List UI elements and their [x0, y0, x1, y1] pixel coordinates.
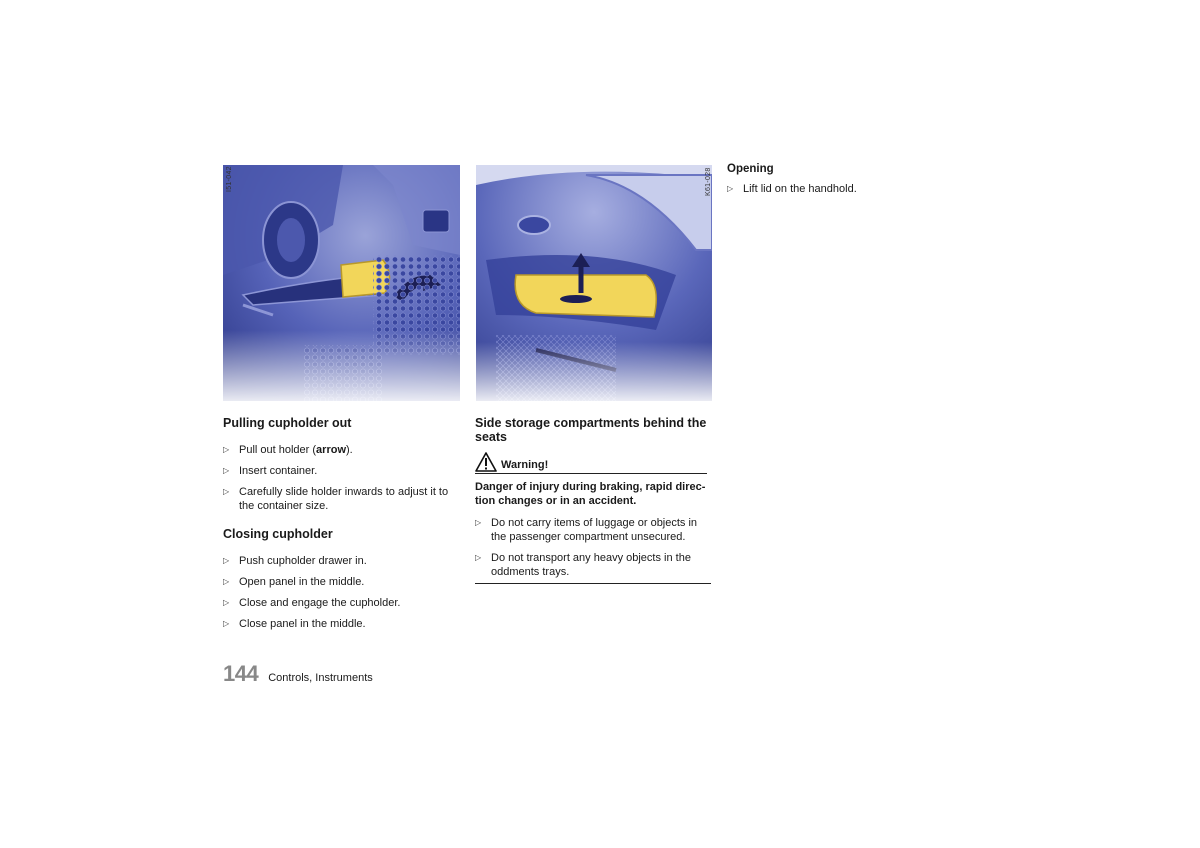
steps-side-storage	[475, 516, 712, 579]
list-item: ▷ Carefully slide holder inwards to adjust it to the container size.	[223, 486, 449, 512]
heading-closing-cupholder: Closing cupholder	[223, 527, 333, 541]
steps-closing-cupholder	[223, 554, 463, 631]
warning-header	[475, 450, 707, 474]
page-number: 144	[223, 661, 259, 686]
list-item: ▷ Do not transport any heavy objects in the oddments trays.	[475, 552, 691, 578]
bullet-triangle-icon: ▷	[223, 577, 230, 586]
column-cupholder	[223, 416, 463, 638]
bullet-triangle-icon: ▷	[223, 466, 230, 475]
bullet-triangle-icon: ▷	[223, 487, 230, 496]
heading-pulling-cupholder: Pulling cupholder out	[223, 416, 352, 430]
list-item: ▷ Do not carry items of luggage or objects in the passenger compartment unsecured.	[475, 517, 698, 543]
list-item: ▷ Close panel in the middle.	[223, 618, 366, 630]
list-item: ▷ Insert container.	[223, 465, 318, 477]
bullet-triangle-icon: ▷	[223, 556, 230, 565]
list-item: ▷ Push cupholder drawer in.	[223, 555, 367, 567]
list-item: ▷ Open panel in the middle.	[223, 576, 365, 588]
warning-label: Warning!	[501, 459, 549, 471]
section-title: Controls, Instruments	[268, 672, 373, 684]
warning-end-rule	[475, 583, 711, 584]
column-opening	[727, 162, 967, 203]
heading-side-storage: Side storage compartments behind the seats	[475, 416, 707, 444]
bullet-triangle-icon: ▷	[223, 619, 230, 628]
page-footer	[223, 661, 373, 687]
warning-triangle-icon	[475, 452, 497, 472]
steps-pulling-cupholder	[223, 443, 463, 513]
list-item: ▷ Close and engage the cupholder.	[223, 597, 401, 609]
bullet-triangle-icon: ▷	[475, 553, 482, 562]
bullet-triangle-icon: ▷	[475, 518, 482, 527]
figure-storage-compartment	[476, 165, 712, 401]
list-item: ▷ Pull out holder (arrow).	[223, 444, 353, 456]
storage-illustration	[476, 165, 712, 401]
figure-code-1: I51-042	[226, 166, 233, 192]
steps-opening	[727, 182, 967, 196]
cupholder-illustration	[223, 165, 460, 401]
bullet-triangle-icon: ▷	[223, 598, 230, 607]
heading-opening: Opening	[727, 163, 774, 175]
figure-code-2: K61-028	[705, 167, 712, 196]
column-side-storage	[475, 416, 712, 584]
list-item: ▷ Lift lid on the handhold.	[727, 183, 857, 195]
bullet-triangle-icon: ▷	[727, 184, 734, 193]
figure-cupholder	[223, 165, 460, 401]
warning-text: Danger of injury during braking, rapid direction changes or in an accident.	[475, 481, 706, 507]
bullet-triangle-icon: ▷	[223, 445, 230, 454]
